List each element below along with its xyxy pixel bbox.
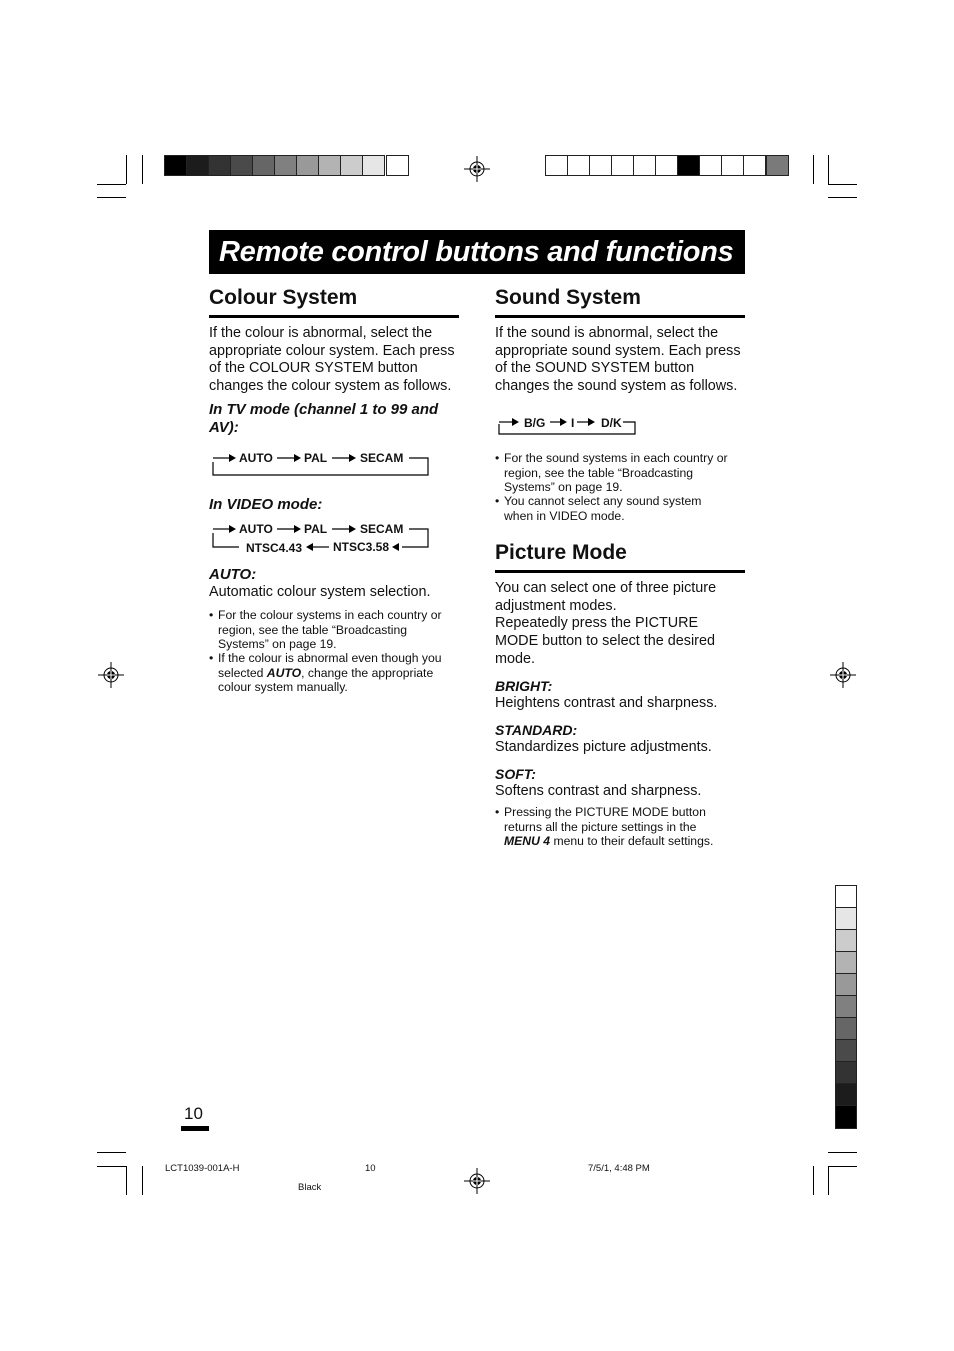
soft-label: SOFT: [495, 766, 536, 782]
sound-bullet-2: • You cannot select any sound system when in VIDEO mode. [495, 494, 701, 523]
sound-system-intro: If the sound is abnormal, select the appropriate sound system. Each press of the SOUND SYSTEM button changes the sound system as follows. [495, 325, 741, 395]
footer-code: LCT1039-001A-H [165, 1163, 240, 1174]
picture-mode-heading: Picture Mode [495, 541, 627, 564]
video-cycle-auto: AUTO [239, 522, 273, 536]
page-number: 10 [184, 1104, 203, 1123]
colour-bullet-1: • For the colour systems in each country or region, see the table “Broadcasting Systems” on page 19. [209, 608, 442, 652]
footer-page: 10 [365, 1163, 376, 1174]
registration-mark-icon [464, 1168, 490, 1194]
video-mode-heading: In VIDEO mode: [209, 496, 323, 513]
bright-description: Heightens contrast and sharpness. [495, 695, 718, 711]
sound-cycle-dk: D/K [601, 416, 622, 430]
footer-timestamp: 7/5/1, 4:48 PM [588, 1163, 650, 1174]
page-number-bar [181, 1126, 209, 1131]
sound-system-heading: Sound System [495, 286, 641, 309]
standard-label: STANDARD: [495, 722, 578, 738]
video-cycle-secam: SECAM [360, 522, 404, 536]
sound-bullet-1: • For the sound systems in each country or region, see the table “Broadcasting Systems” on page 19. [495, 451, 728, 495]
registration-mark-icon [98, 662, 124, 688]
picture-mode-rule [495, 570, 745, 573]
auto-description: Automatic colour system selection. [209, 584, 431, 600]
tv-cycle-pal: PAL [304, 451, 328, 465]
tv-mode-heading: In TV mode (channel 1 to 99 and AV): [209, 401, 439, 436]
sound-cycle-i: I [571, 416, 575, 430]
page-title: Remote control buttons and functions [219, 236, 734, 268]
colour-system-heading: Colour System [209, 286, 358, 309]
colour-system-rule [209, 315, 459, 318]
colour-bullet-2: • If the colour is abnormal even though you selected AUTO, change the appropriate colour system manually. [209, 651, 442, 695]
picture-mode-note: • Pressing the PICTURE MODE button returns all the picture settings in the MENU 4 menu to their default settings. [495, 805, 713, 849]
registration-mark-icon [830, 662, 856, 688]
sound-system-rule [495, 315, 745, 318]
registration-mark-icon [464, 156, 490, 182]
page-title-bar [209, 230, 745, 274]
soft-description: Softens contrast and sharpness. [495, 783, 702, 799]
video-cycle-ntsc358: NTSC3.58 [333, 540, 390, 554]
picture-mode-intro: You can select one of three picture adjustment modes. Repeatedly press the PICTURE MODE button to select the desired mode. [495, 580, 717, 667]
bright-label: BRIGHT: [495, 678, 553, 694]
auto-heading: AUTO: [209, 566, 257, 583]
video-cycle-pal: PAL [304, 522, 328, 536]
tv-cycle-auto: AUTO [239, 451, 273, 465]
colour-system-intro: If the colour is abnormal, select the appropriate colour system. Each press of the COLOUR SYSTEM button changes the colour system as follows. [209, 325, 455, 395]
video-cycle-ntsc443: NTSC4.43 [246, 541, 303, 555]
standard-description: Standardizes picture adjustments. [495, 739, 712, 755]
sound-cycle-bg: B/G [524, 416, 546, 430]
tv-cycle-secam: SECAM [360, 451, 404, 465]
footer-plate: Black [298, 1182, 322, 1193]
